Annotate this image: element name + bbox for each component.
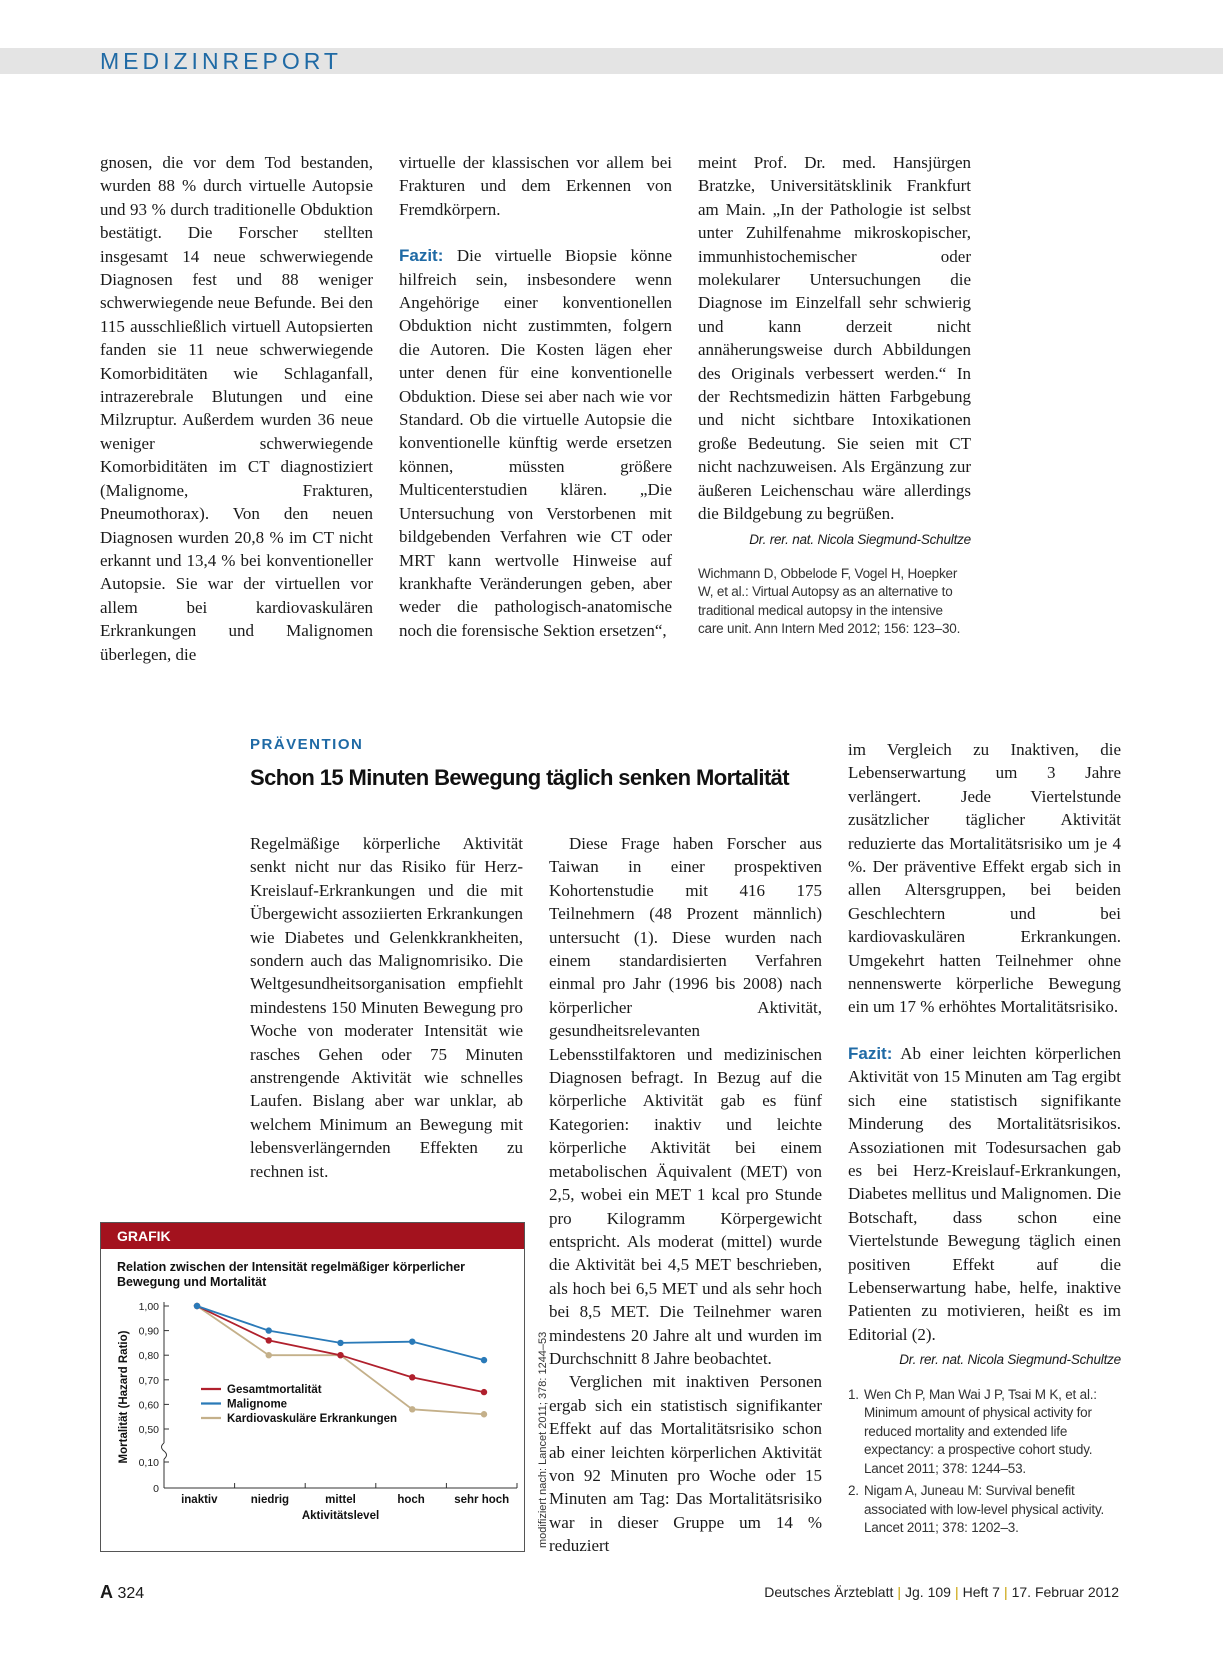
- x-tick-label: niedrig: [250, 1494, 290, 1506]
- x-axis-label: Aktivitätslevel: [301, 1510, 380, 1522]
- data-point: [266, 1352, 272, 1358]
- section-title: MEDIZINREPORT: [100, 48, 342, 74]
- article-author: Dr. rer. nat. Nicola Siegmund-Schultze: [899, 1352, 1121, 1368]
- article-kicker: PRÄVENTION: [250, 736, 364, 753]
- legend-label: Kardiovaskuläre Erkrankungen: [227, 1413, 398, 1425]
- y-axis-label: Mortalität (Hazard Ratio): [118, 1330, 130, 1464]
- top-article-col3: [698, 151, 971, 639]
- page-prefix: A: [100, 1582, 113, 1602]
- data-point: [337, 1340, 343, 1346]
- reference-text: Nigam A, Juneau M: Survival benefit associated with low-level physical activity. Lancet 2011; 378: 1202–3.: [864, 1483, 1105, 1536]
- journal-issue: Heft 7: [962, 1584, 1000, 1600]
- reference-item: [848, 1482, 1121, 1538]
- reference-text: Wen Ch P, Man Wai J P, Tsai M K, et al.: Minimum amount of physical activity for reduced mortality and extended life expectancy: a prospective cohort study. Lancet 2011; 378: 1244–53.: [864, 1386, 1097, 1476]
- x-tick-label: mittel: [325, 1494, 356, 1506]
- fazit-text: Ab einer leichten körperlichen Aktivität von 15 Minuten am Tag ergibt sich eine statistisch signifikante Minderung des Mortalitätsrisikos. Assoziationen mit Todesursachen gab es bei Herz-Kreislauf-Erkrankungen, Diabetes mellitus und Malignomen. Die Botschaft, dass schon eine Viertelstunde Bewegung täglich einen positiven Effekt auf die Lebenserwartung habe, helfe, inaktive Patienten zu motivieren, heißt es im Editorial (2).: [848, 1043, 1122, 1344]
- journal-date: 17. Februar 2012: [1011, 1584, 1119, 1600]
- data-point: [409, 1406, 415, 1412]
- x-tick-label: hoch: [397, 1494, 425, 1506]
- top-article-reference: Wichmann D, Obbelode F, Vogel H, Hoepker W, et al.: Virtual Autopsy as an alternative to traditional medical autopsy in the intensive care unit. Ann Intern Med 2012; 156: 123–30.: [698, 565, 961, 637]
- reference-number: 2.: [848, 1483, 859, 1499]
- y-tick-label: 0,50: [138, 1424, 159, 1436]
- data-point: [409, 1338, 415, 1344]
- journal-name: Deutsches Ärzteblatt: [764, 1584, 894, 1600]
- y-tick-label: 0,70: [138, 1374, 159, 1387]
- data-point: [481, 1357, 487, 1363]
- data-point: [481, 1411, 487, 1417]
- source-note: modifiziert nach: Lancet 2011; 378: 1244–53: [537, 1331, 549, 1548]
- reference-number: 1.: [848, 1386, 859, 1402]
- chart-title: Relation zwischen der Intensität regelmäßiger körperlicher: [117, 1260, 466, 1274]
- fazit-text: Die virtuelle Biopsie könne hilfreich sein, insbesondere wenn Angehörige einer konventionellen Obduktion nicht zustimmten, folgern die Autoren. Die Kosten lägen eher unter denen für eine konventionelle Obduktion. Diese sei aber nach wie vor Standard. Ob die virtuelle Autopsie die konventionelle künftig werde ersetzen können, müssten größere Multicenterstudien klären. „Die Untersuchung von Verstorbenen mit bildgebenden Verfahren wie CT oder MRT kann wertvolle Hinweise auf krankhafte Veränderungen geben, aber weder die pathologisch-anatomische noch die forensische Sektion ersetzen“,: [399, 246, 672, 640]
- fazit-label: Fazit:: [848, 1043, 893, 1063]
- journal-volume: Jg. 109: [905, 1584, 951, 1600]
- article-col3-para2: [848, 1042, 1121, 1346]
- data-point: [409, 1374, 415, 1380]
- y-tick-label: 0,60: [138, 1399, 159, 1412]
- data-point: [194, 1303, 200, 1309]
- reference-list: [848, 1386, 1121, 1538]
- top-article-col2-para2: [399, 244, 672, 642]
- y-tick-label: 0,80: [138, 1350, 159, 1363]
- legend-label: Gesamtmortalität: [227, 1384, 322, 1396]
- footer-separator: |: [1003, 1584, 1008, 1600]
- journal-footer: [764, 1584, 1119, 1600]
- page-number-value: 324: [117, 1585, 145, 1602]
- legend-label: Malignome: [227, 1398, 288, 1411]
- article-col3: [848, 738, 1121, 1542]
- axis-break: [162, 1443, 167, 1459]
- data-point: [266, 1337, 272, 1343]
- article-col2-para2: Verglichen mit inaktiven Personen ergab sich ein statistisch signifikanter Effekt auf das Mortalitätsrisiko schon ab einer leichten körperlichen Aktivität von 92 Minuten pro Woche oder 15 Minuten am Tag: Das Mortalitätsrisiko war in dieser Gruppe um 14 % reduziert: [549, 1372, 822, 1556]
- y-tick-label: 0: [153, 1483, 159, 1495]
- article-col3-para1: im Vergleich zu Inaktiven, die Lebenserwartung um 3 Jahre verlängert. Jede Viertelstunde zusätzlicher täglicher Aktivität reduzierte das Mortalitätsrisiko um je 4 %. Der präventive Effekt ergab sich in allen Altersgruppen, bei beiden Geschlechtern und bei kardiovaskulären Erkrankungen. Umgekehrt hatten Teilnehmer ohne nennenswerte körperliche Bewegung ein um 17 % erhöhtes Mortalitätsrisiko.: [848, 740, 1121, 1017]
- chart-title: Bewegung und Mortalität: [117, 1275, 267, 1289]
- top-article-col2: [399, 151, 672, 642]
- fazit-label: Fazit:: [399, 246, 444, 266]
- article-headline: Schon 15 Minuten Bewegung täglich senken Mortalität: [250, 765, 790, 790]
- footer-separator: |: [954, 1584, 959, 1600]
- article-col2-para1: Diese Frage haben Forscher aus Taiwan in einer prospektiven Kohortenstudie mit 416 175 Teilnehmern (48 Prozent männlich) untersucht (1). Diese wurden nach einem standardisierten Verfahren einmal pro Jahr (1996 bis 2008) nach körperlicher Aktivität, gesundheitsrelevanten Lebensstilfaktoren und medizinischen Diagnosen befragt. In Bezug auf die körperliche Aktivität gab es fünf Kategorien: inaktiv und leichte körperliche Aktivität bei einem metabolischen Äquivalent (MET) von 2,5, wobei ein MET 1 kcal pro Stunde pro Kilogramm Körpergewicht entspricht. Als moderat (mittel) wurde die Aktivität bei 4,5 MET beschrieben, als hoch bei 6,5 MET und als sehr hoch bei 8,5 MET. Die Teilnehmer waren mindestens 20 Jahre alt und wurden im Durchschnitt 8 Jahre beobachtet.: [549, 834, 822, 1368]
- reference-item: [848, 1386, 1121, 1479]
- data-point: [481, 1389, 487, 1395]
- top-article-author: Dr. rer. nat. Nicola Siegmund-Schultze: [749, 531, 971, 547]
- grafik-label: GRAFIK: [101, 1223, 524, 1249]
- article-col1: [250, 832, 523, 1183]
- article-col1-text: Regelmäßige körperliche Aktivität senkt nicht nur das Risiko für Herz-Kreislauf-Erkrankungen und die mit Übergewicht assoziierten Erkrankungen wie Diabetes und Gelenkkrankheiten, sondern auch das Malignomrisiko. Die Weltgesundheitsorganisation empfiehlt mindestens 150 Minuten Bewegung pro Woche von moderater Intensität wie rasches Gehen oder 75 Minuten anstrengende Aktivität wie schnelles Laufen. Bislang aber war unklar, ab welchem Minimum an Bewegung mit lebensverlängernden Effekten zu rechnen ist.: [250, 834, 523, 1181]
- top-article-col1-text: gnosen, die vor dem Tod bestanden, wurden 88 % durch virtuelle Autopsie und 93 % durch traditionelle Obduktion bestätigt. Die Forscher stellten insgesamt 14 neue schwerwiegende Diagnosen fest und 88 weniger schwerwiegende neue Befunde. Bei den 115 ausschließlich virtuell Autopsierten fanden sie 11 neue schwerwiegende Komorbiditäten wie Schlaganfall, intrazerebrale Blutungen und eine Milzruptur. Außerdem wurden 36 neue weniger schwerwiegende Komorbiditäten im CT diagnostiziert (Malignome, Frakturen, Pneumothorax). Von den neuen Diagnosen wurden 20,8 % im CT nicht erkannt und 13,4 % bei konventioneller Autopsie. Sie war der virtuellen vor allem bei kardiovaskulären Erkrankungen und Malignomen überlegen, die: [100, 153, 373, 664]
- y-tick-label: 0,90: [138, 1325, 159, 1338]
- page-number: [100, 1582, 144, 1603]
- data-point: [266, 1327, 272, 1333]
- y-tick-label: 0,10: [138, 1457, 159, 1469]
- y-tick-label: 1,00: [138, 1301, 159, 1313]
- grafik-box: [100, 1222, 525, 1552]
- top-article-col2-para1: virtuelle der klassischen vor allem bei Frakturen und dem Erkennen von Fremdkörpern.: [399, 153, 672, 219]
- mortality-chart: [101, 1249, 524, 1549]
- data-point: [337, 1352, 343, 1358]
- x-tick-label: inaktiv: [181, 1494, 218, 1506]
- footer-separator: |: [897, 1584, 902, 1600]
- x-tick-label: sehr hoch: [454, 1494, 510, 1506]
- top-article-col1: [100, 151, 373, 666]
- article-col2: [549, 832, 822, 1558]
- top-article-col3-text: meint Prof. Dr. med. Hansjürgen Bratzke, Universitätsklinik Frankfurt am Main. „In der Pathologie ist selbst unter Zuhilfenahme mikroskopischer, immunhistochemischer oder molekularer Untersuchungen die Diagnose im Einzelfall sehr schwierig und kann derzeit nicht annäherungsweise durch Abbildungen des Originals verbessert werden.“ In der Rechtsmedizin hätten Farbgebung und nicht sichtbare Intoxikationen große Bedeutung. Sie seien mit CT nicht nachzuweisen. Als Ergänzung zur äußeren Leichenschau wäre allerdings die Bildgebung zu begrüßen.: [698, 153, 971, 524]
